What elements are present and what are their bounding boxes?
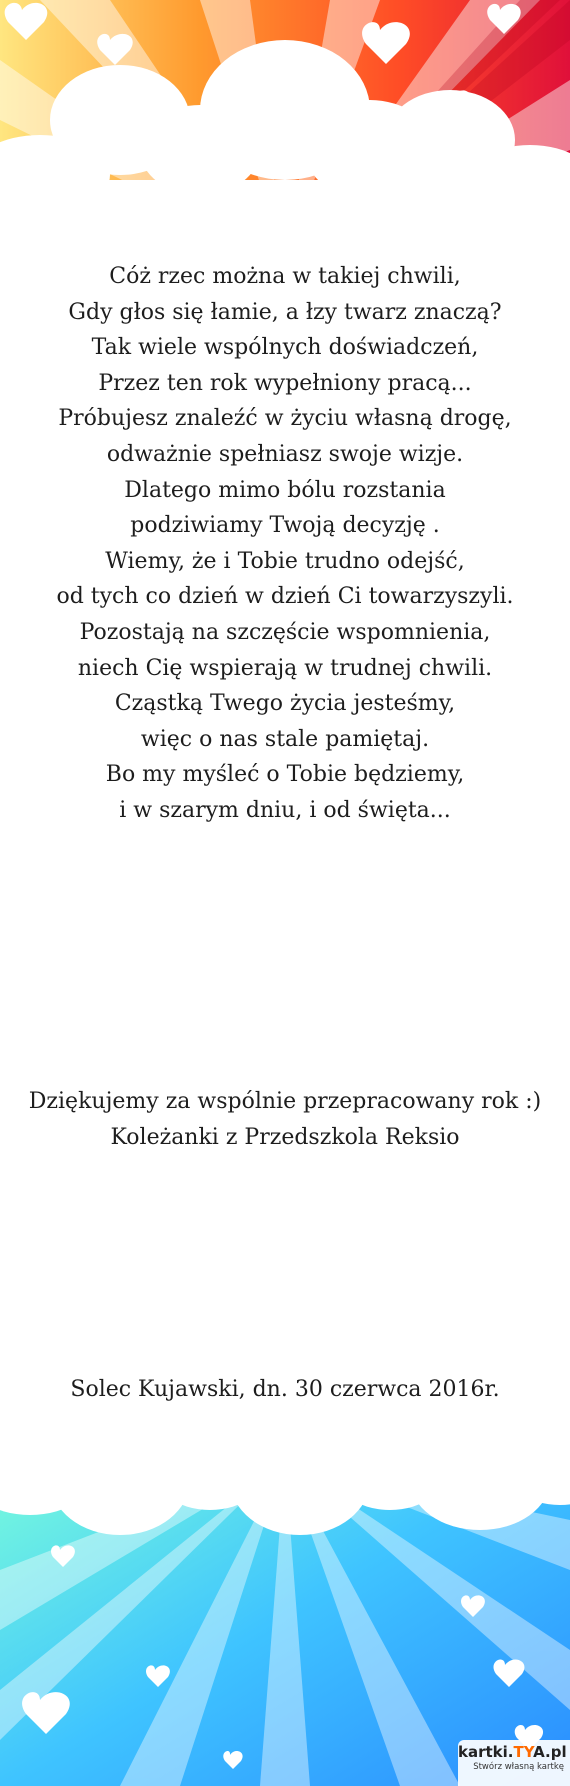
poem-line: więc o nas stale pamiętaj. <box>140 726 430 752</box>
poem-line: niech Cię wspierają w trudnej chwili. <box>77 655 493 681</box>
thanks-line: Dziękujemy za wspólnie przepracowany rok :) <box>28 1089 542 1114</box>
poem-line: Przez ten rok wypełniony pracą... <box>98 370 472 396</box>
poem-line: Próbujesz znaleźć w życiu własną drogę, <box>58 406 512 432</box>
logo-brand-prefix: kartki. <box>458 1743 514 1761</box>
poem-line: Dlatego mimo bólu rozstania <box>124 477 446 503</box>
poem-line: Tak wiele wspólnych doświadczeń, <box>91 335 479 361</box>
bottom-rays-background <box>0 1370 570 1786</box>
poem-line: Cząstką Twego życia jesteśmy, <box>114 691 456 717</box>
poem-line: Gdy głos się łamie, a łzy twarz znaczą? <box>68 299 502 325</box>
top-rays-background <box>0 0 570 300</box>
kartki-logo[interactable] <box>458 1740 570 1786</box>
poem-line: Cóż rzec można w takiej chwili, <box>109 264 461 289</box>
poem-line: i w szarym dniu, i od święta... <box>119 797 451 823</box>
poem <box>0 259 570 829</box>
poem-line: Wiemy, że i Tobie trudno odejść, <box>105 548 465 574</box>
poem-line: odważnie spełniasz swoje wizje. <box>106 441 464 467</box>
signature-block <box>0 1084 570 1156</box>
signature-line: Koleżanki z Przedszkola Reksio <box>110 1125 460 1150</box>
poem-line: Bo my myśleć o Tobie będziemy, <box>105 762 465 788</box>
poem-line: Pozostają na szczęście wspomnienia, <box>79 619 491 645</box>
logo-tagline: Stwórz własną kartkę <box>473 1762 564 1772</box>
logo-brand-highlight: TY <box>513 1743 534 1761</box>
logo-brand <box>458 1743 567 1761</box>
poem-line: od tych co dzień w dzień Ci towarzyszyli. <box>56 584 514 610</box>
poem-line: podziwiamy Twoją decyzję . <box>130 513 440 539</box>
logo-brand-suffix: A.pl <box>533 1743 567 1761</box>
place-date: Solec Kujawski, dn. 30 czerwca 2016r. <box>70 1377 500 1402</box>
